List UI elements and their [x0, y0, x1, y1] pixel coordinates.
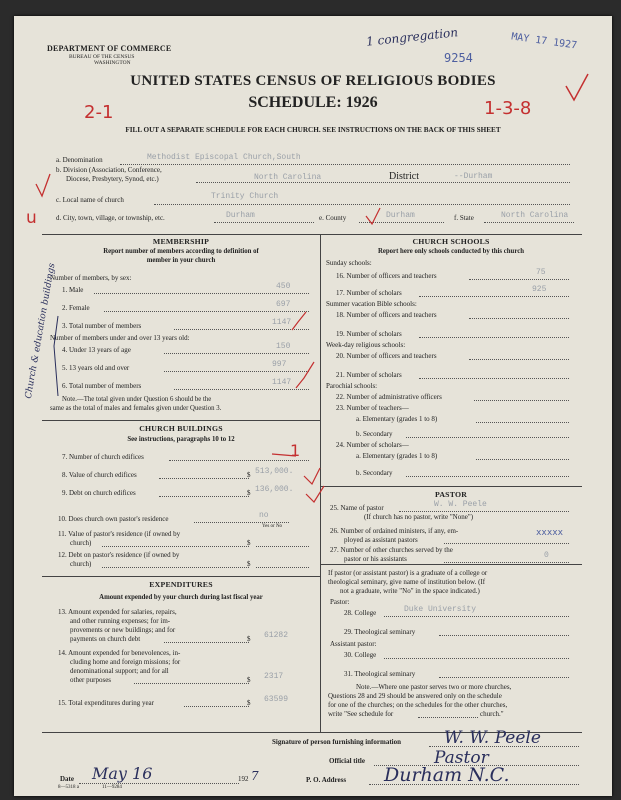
- pastor-note-5: church.": [480, 710, 504, 718]
- q17-label: 17. Number of scholars: [336, 289, 402, 297]
- q8-dollar: $: [247, 471, 251, 479]
- district-label: District: [389, 171, 419, 182]
- q13-label-2: and other running expenses; for im-: [70, 617, 171, 625]
- q9-dollar: $: [247, 489, 251, 497]
- po-address-value: Durham N.C.: [384, 764, 510, 786]
- q14-label: 14. Amount expended for benevolences, in-: [58, 649, 181, 657]
- pastor-heading: PASTOR: [434, 490, 468, 499]
- q18-label: 18. Number of officers and teachers: [336, 311, 437, 319]
- q10-hint: Yes or No: [262, 524, 283, 529]
- q23-label: 23. Number of teachers—: [336, 404, 409, 412]
- q27-label: 27. Number of other churches served by the: [330, 546, 453, 554]
- state-label: f. State: [454, 214, 474, 222]
- q13-dollar: $: [247, 635, 251, 643]
- q9-label: 9. Debt on church edifices: [62, 489, 136, 497]
- district-value: --Durham: [454, 172, 493, 181]
- check-mark-q7: [272, 454, 296, 456]
- q10-label: 10. Does church own pastor's residence: [58, 515, 169, 523]
- department-name: DEPARTMENT OF COMMERCE: [47, 44, 172, 53]
- check-mark-q6: [296, 362, 314, 388]
- denomination-value: Methodist Episcopal Church,South: [147, 153, 301, 162]
- q26-label: 26. Number of ordained ministers, if any, em-: [330, 527, 459, 535]
- q27-value: 0: [544, 551, 549, 560]
- q3-value: 1147: [272, 318, 292, 327]
- q9-value: 136,000.: [255, 485, 294, 494]
- q26-label-2: ployed as assistant pastors: [344, 536, 418, 544]
- congregation-note: 1 congregation: [365, 25, 459, 49]
- q30-label: 30. College: [344, 651, 377, 659]
- q28-label: 28. College: [344, 609, 377, 617]
- q22-label: 22. Number of administrative officers: [336, 393, 442, 401]
- by-sex-label: Number of members, by sex:: [50, 274, 132, 282]
- q8-label: 8. Value of church edifices: [62, 471, 137, 479]
- margin-handwritten-note: Church & education buildings: [23, 262, 58, 400]
- division-value: North Carolina: [254, 173, 322, 182]
- q6-value: 1147: [272, 378, 292, 387]
- buildings-heading: CHURCH BUILDINGS: [139, 424, 223, 433]
- sunday-label: Sunday schools:: [326, 259, 372, 267]
- q13-value: 61282: [264, 631, 289, 640]
- form-title: UNITED STATES CENSUS OF RELIGIOUS BODIES: [130, 73, 496, 89]
- code-left-mark: 2-1: [84, 102, 114, 123]
- membership-note-1: Note.—The total given under Question 6 should be the: [62, 396, 212, 403]
- q3-label: 3. Total number of members: [62, 322, 142, 330]
- q28-value: Duke University: [404, 605, 477, 614]
- q13-label-4: payments on church debt: [70, 635, 141, 643]
- city-value: Durham: [226, 211, 255, 220]
- check-mark-q3: [292, 312, 306, 330]
- margin-check-mark: u: [26, 208, 37, 228]
- division-label: b. Division (Association, Conference,: [56, 166, 162, 174]
- q25-value: W. W. Peele: [434, 500, 487, 509]
- q19-label: 19. Number of scholars: [336, 330, 402, 338]
- q7-label: 7. Number of church edifices: [62, 453, 144, 461]
- q27-label-2: pastor or his assistants: [344, 555, 407, 563]
- pastor-note-4: write "See schedule for: [328, 710, 394, 718]
- q14-value: 2317: [264, 672, 284, 681]
- q31-label: 31. Theological seminary: [344, 670, 416, 678]
- check-mark-q8: [304, 468, 320, 484]
- q13-label-3: provements or new buildings; and for: [70, 626, 176, 634]
- instructions-line: FILL OUT A SEPARATE SCHEDULE FOR EACH CHURCH. SEE INSTRUCTIONS ON THE BACK OF THIS SHEET: [125, 126, 501, 134]
- q2-value: 697: [276, 300, 291, 309]
- q29-label: 29. Theological seminary: [344, 628, 416, 636]
- q7-value: 1: [290, 441, 301, 460]
- q2-label: 2. Female: [62, 304, 90, 312]
- q11-label-2: church): [70, 539, 92, 547]
- pastor-note-3: for one of the churches; on the schedules for the other churches,: [328, 701, 508, 709]
- q14-label-2: cluding home and foreign missions; for: [70, 658, 181, 666]
- q14-label-4: other purposes: [70, 676, 112, 684]
- received-date-stamp: MAY 17 1927: [510, 31, 578, 52]
- check-mark-header: [566, 74, 588, 100]
- bureau-name: BUREAU OF THE CENSUS: [69, 54, 135, 60]
- expenditures-heading: EXPENDITURES: [149, 580, 213, 589]
- county-value: Durham: [386, 211, 415, 220]
- serial-number: 9254: [444, 51, 473, 65]
- official-title-value: Pastor: [434, 748, 489, 768]
- code-right-mark: 1-3-8: [484, 98, 532, 119]
- membership-note-2: same as the total of males and females given under Question 3.: [50, 405, 222, 412]
- q15-value: 63599: [264, 695, 289, 704]
- buildings-sub: See instructions, paragraphs 10 to 12: [127, 436, 235, 443]
- check-mark-county: [366, 208, 380, 224]
- membership-heading: MEMBERSHIP: [152, 237, 210, 246]
- form-number-2: 11—9284: [102, 785, 122, 790]
- signature-label: Signature of person furnishing information: [272, 738, 401, 746]
- q8-value: 513,000.: [255, 467, 294, 476]
- q12-label: 12. Debt on pastor's residence (if owned by: [58, 551, 180, 559]
- q23a-label: a. Elementary (grades 1 to 8): [356, 415, 438, 423]
- q11-dollar: $: [247, 539, 251, 547]
- parochial-label: Parochial schools:: [326, 382, 378, 390]
- schedule-year: SCHEDULE: 1926: [248, 94, 378, 111]
- q14-label-3: denominational support; and for all: [70, 667, 169, 675]
- local-name-label: c. Local name of church: [56, 196, 124, 204]
- state-value: North Carolina: [501, 211, 569, 220]
- under-over-label: Number of members under and over 13 years old:: [50, 334, 190, 342]
- pastor-note-2: Questions 28 and 29 should be answered only on the schedule: [328, 692, 502, 700]
- q12-label-2: church): [70, 560, 92, 568]
- q13-label: 13. Amount expended for salaries, repairs,: [58, 608, 177, 616]
- q24a-label: a. Elementary (grades 1 to 8): [356, 452, 438, 460]
- census-schedule-sheet: [14, 16, 612, 796]
- date-label: Date: [60, 775, 74, 783]
- q1-value: 450: [276, 282, 291, 291]
- q23b-label: b. Secondary: [356, 430, 393, 438]
- q15-dollar: $: [247, 699, 251, 707]
- q11-label: 11. Value of pastor's residence (if owned by: [58, 530, 181, 538]
- graduate-note-1: If pastor (or assistant pastor) is a graduate of a college or: [328, 569, 488, 577]
- q15-label: 15. Total expenditures during year: [58, 699, 154, 707]
- signature-value: W. W. Peele: [444, 728, 541, 748]
- q6-label: 6. Total number of members: [62, 382, 142, 390]
- q1-label: 1. Male: [62, 286, 84, 294]
- q24b-label: b. Secondary: [356, 469, 393, 477]
- q16-label: 16. Number of officers and teachers: [336, 272, 437, 280]
- city-name: WASHINGTON: [94, 60, 131, 66]
- pastor-note-1: Note.—Where one pastor serves two or more churches,: [356, 683, 512, 691]
- q25-hint: (If church has no pastor, write "None"): [364, 513, 474, 521]
- schools-sub: Report here only schools conducted by this church: [377, 248, 525, 255]
- denomination-label: a. Denomination: [56, 156, 103, 164]
- assistant-heading: Assistant pastor:: [330, 640, 377, 648]
- pastor-college-heading: Pastor:: [330, 598, 350, 606]
- official-title-label: Official title: [329, 757, 365, 765]
- expenditures-sub: Amount expended by your church during last fiscal year: [99, 594, 263, 601]
- q16-value: 75: [536, 268, 546, 277]
- graduate-note-2: theological seminary, give name of institution below. (If: [328, 578, 486, 586]
- check-mark-q9: [306, 486, 324, 502]
- summer-label: Summer vacation Bible schools:: [326, 300, 417, 308]
- q21-label: 21. Number of scholars: [336, 371, 402, 379]
- check-marks: [14, 16, 612, 796]
- date-year: 192: [238, 775, 249, 783]
- local-name-value: Trinity Church: [211, 192, 279, 201]
- membership-sub-2: member in your church: [146, 257, 216, 264]
- city-label: d. City, town, village, or township, etc.: [56, 214, 165, 222]
- q5-value: 997: [272, 360, 287, 369]
- county-label: e. County: [319, 214, 347, 222]
- po-address-label: P. O. Address: [306, 776, 347, 784]
- q12-dollar: $: [247, 560, 251, 568]
- date-year-digit: 7: [251, 769, 259, 783]
- graduate-note-3: not a graduate, write "No" in the space indicated.): [340, 587, 480, 595]
- q25-label: 25. Name of pastor: [330, 504, 384, 512]
- q10-value: no: [259, 511, 269, 520]
- q26-value: xxxxx: [536, 528, 564, 538]
- q4-value: 150: [276, 342, 291, 351]
- schools-heading: CHURCH SCHOOLS: [412, 237, 490, 246]
- q17-value: 925: [532, 285, 547, 294]
- membership-sub-1: Report number of members according to definition of: [103, 248, 259, 255]
- margin-bracket: [54, 316, 58, 396]
- q14-dollar: $: [247, 676, 251, 684]
- check-mark-division: [36, 174, 50, 196]
- q4-label: 4. Under 13 years of age: [62, 346, 131, 354]
- q5-label: 5. 13 years old and over: [62, 364, 130, 372]
- date-value: May 16: [92, 764, 153, 783]
- form-number: 8—5318 a: [58, 785, 79, 790]
- q20-label: 20. Number of officers and teachers: [336, 352, 437, 360]
- division-label-2: Diocese, Presbytery, Synod, etc.): [66, 175, 159, 183]
- q24-label: 24. Number of scholars—: [336, 441, 409, 449]
- weekday-label: Week-day religious schools:: [326, 341, 406, 349]
